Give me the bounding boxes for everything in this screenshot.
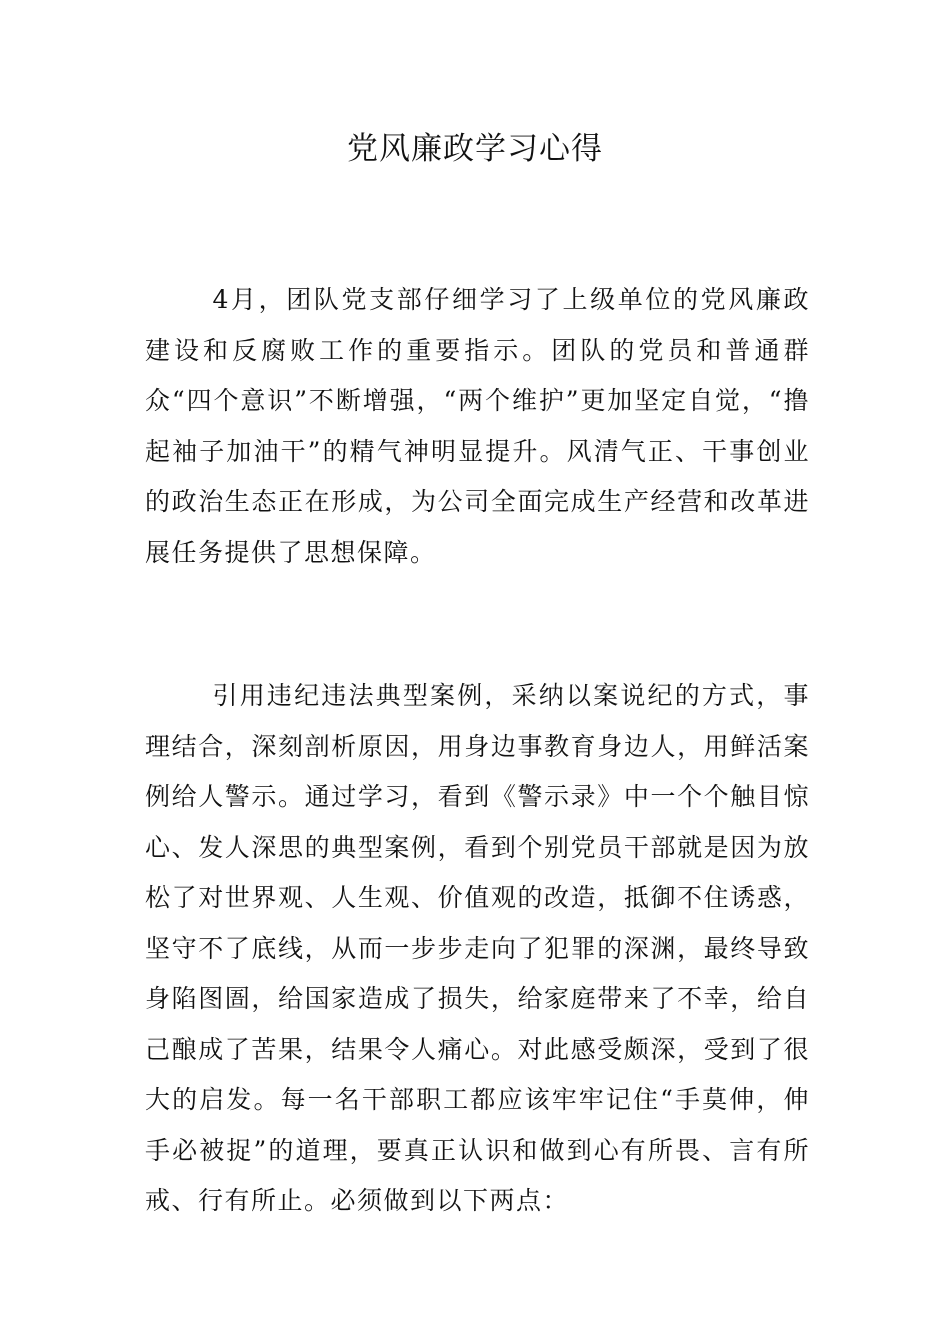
paragraph-2: 引用违纪违法典型案例，采纳以案说纪的方式，事理结合，深刻剖析原因，用身边事教育身边人，用鲜活案例给人警示。通过学习，看到《警示录》中一个个触目惊心、发人深思的典型案例，看到个别党员干部就是因为放松了对世界观、人生观、价值观的改造，抵御不住诱惑，坚守不了底线，从而一步步走向了犯罪的深渊，最终导致身陷图圄，给国家造成了损失，给家庭带来了不幸，给自己酿成了苦果，结果令人痛心。对此感受颇深，受到了很大的启发。每一名干部职工都应该牢牢记住“手莫伸，伸手必被捉”的道理，要真正认识和做到心有所畏、言有所戒、行有所止。必须做到以下两点： [145, 681, 810, 1215]
document-title: 党风廉政学习心得 [347, 131, 603, 167]
paragraph-1: 4月，团队党支部仔细学习了上级单位的党风廉政建设和反腐败工作的重要指示。团队的党员和普通群众“四个意识”不断增强，“两个维护”更加坚定自觉，“撸起袖子加油干”的精气神明显提升。风清气正、干事创业的政治生态正在形成，为公司全面完成生产经营和改革进展任务提供了思想保障。 [145, 285, 810, 567]
